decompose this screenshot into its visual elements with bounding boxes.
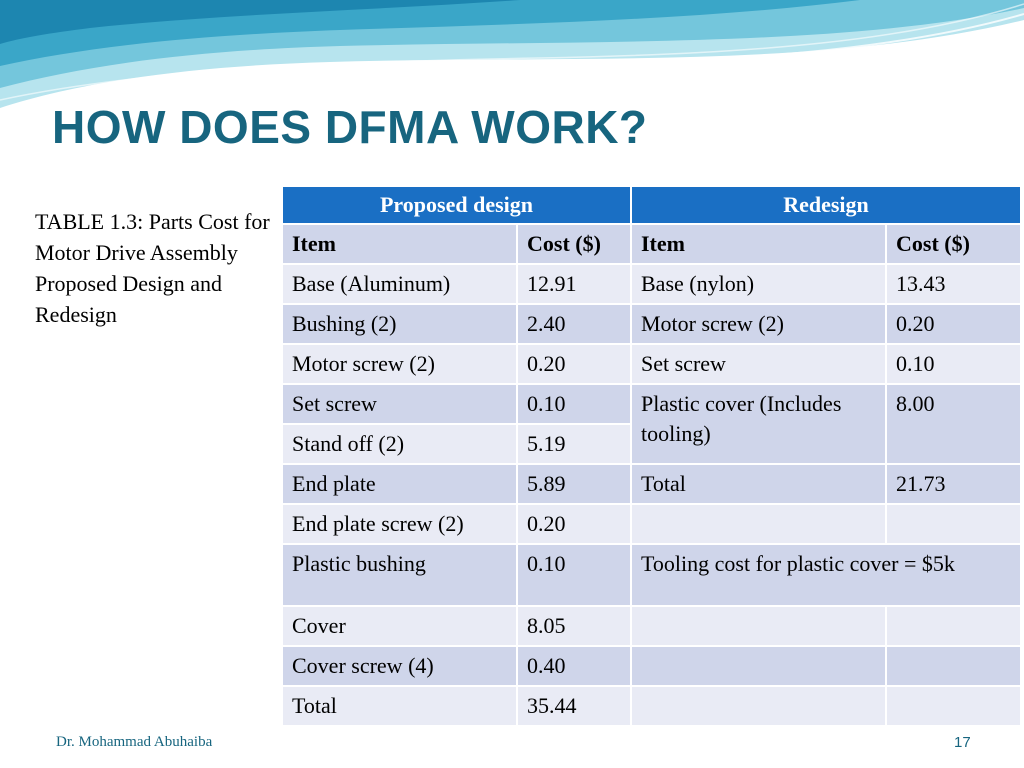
empty-cell [886, 686, 1021, 726]
proposed-item: End plate [282, 464, 517, 504]
proposed-item: Cover [282, 606, 517, 646]
redesign-item: Motor screw (2) [631, 304, 886, 344]
redesign-cost: 21.73 [886, 464, 1021, 504]
proposed-item: Set screw [282, 384, 517, 424]
column-header-item: Item [282, 224, 517, 264]
page-number: 17 [954, 734, 971, 751]
proposed-cost: 8.05 [517, 606, 631, 646]
redesign-cost: 0.20 [886, 304, 1021, 344]
empty-cell [886, 646, 1021, 686]
proposed-item: Cover screw (4) [282, 646, 517, 686]
table-row [282, 646, 1021, 686]
column-header-cost: Cost ($) [886, 224, 1021, 264]
table-row [282, 686, 1021, 726]
redesign-cost: 8.00 [886, 384, 1021, 464]
parts-cost-table [281, 185, 1022, 727]
proposed-item: Motor screw (2) [282, 344, 517, 384]
table-row [282, 504, 1021, 544]
table-row [282, 304, 1021, 344]
empty-cell [631, 686, 886, 726]
table-row [282, 264, 1021, 304]
proposed-item: Total [282, 686, 517, 726]
proposed-cost: 2.40 [517, 304, 631, 344]
proposed-cost: 12.91 [517, 264, 631, 304]
column-header-item: Item [631, 224, 886, 264]
proposed-item: Stand off (2) [282, 424, 517, 464]
table-row [282, 606, 1021, 646]
table-column-header-row [282, 224, 1021, 264]
proposed-cost: 0.10 [517, 384, 631, 424]
table-caption: TABLE 1.3: Parts Cost for Motor Drive Assembly Proposed Design and Redesign [35, 209, 270, 327]
empty-cell [631, 504, 886, 544]
redesign-item: Base (nylon) [631, 264, 886, 304]
proposed-cost: 0.10 [517, 544, 631, 606]
proposed-cost: 5.89 [517, 464, 631, 504]
proposed-item: End plate screw (2) [282, 504, 517, 544]
redesign-item: Set screw [631, 344, 886, 384]
redesign-tooling-note: Tooling cost for plastic cover = $5k [631, 544, 1021, 606]
group-header-proposed: Proposed design [282, 186, 631, 224]
redesign-item: Plastic cover (Includes tooling) [631, 384, 886, 464]
redesign-item: Total [631, 464, 886, 504]
proposed-cost: 0.40 [517, 646, 631, 686]
proposed-cost: 0.20 [517, 504, 631, 544]
proposed-item: Base (Aluminum) [282, 264, 517, 304]
proposed-item: Plastic bushing [282, 544, 517, 606]
table-row [282, 544, 1021, 606]
proposed-item: Bushing (2) [282, 304, 517, 344]
empty-cell [631, 646, 886, 686]
group-header-redesign: Redesign [631, 186, 1021, 224]
empty-cell [886, 504, 1021, 544]
table-row [282, 344, 1021, 384]
redesign-cost: 0.10 [886, 344, 1021, 384]
empty-cell [631, 606, 886, 646]
redesign-cost: 13.43 [886, 264, 1021, 304]
column-header-cost: Cost ($) [517, 224, 631, 264]
proposed-cost: 0.20 [517, 344, 631, 384]
slide-title: HOW DOES DFMA WORK? [52, 101, 648, 153]
empty-cell [886, 606, 1021, 646]
table-row [282, 464, 1021, 504]
table-group-header-row [282, 186, 1021, 224]
table-row [282, 384, 1021, 424]
footer-author: Dr. Mohammad Abuhaiba [56, 734, 213, 750]
proposed-cost: 35.44 [517, 686, 631, 726]
proposed-cost: 5.19 [517, 424, 631, 464]
